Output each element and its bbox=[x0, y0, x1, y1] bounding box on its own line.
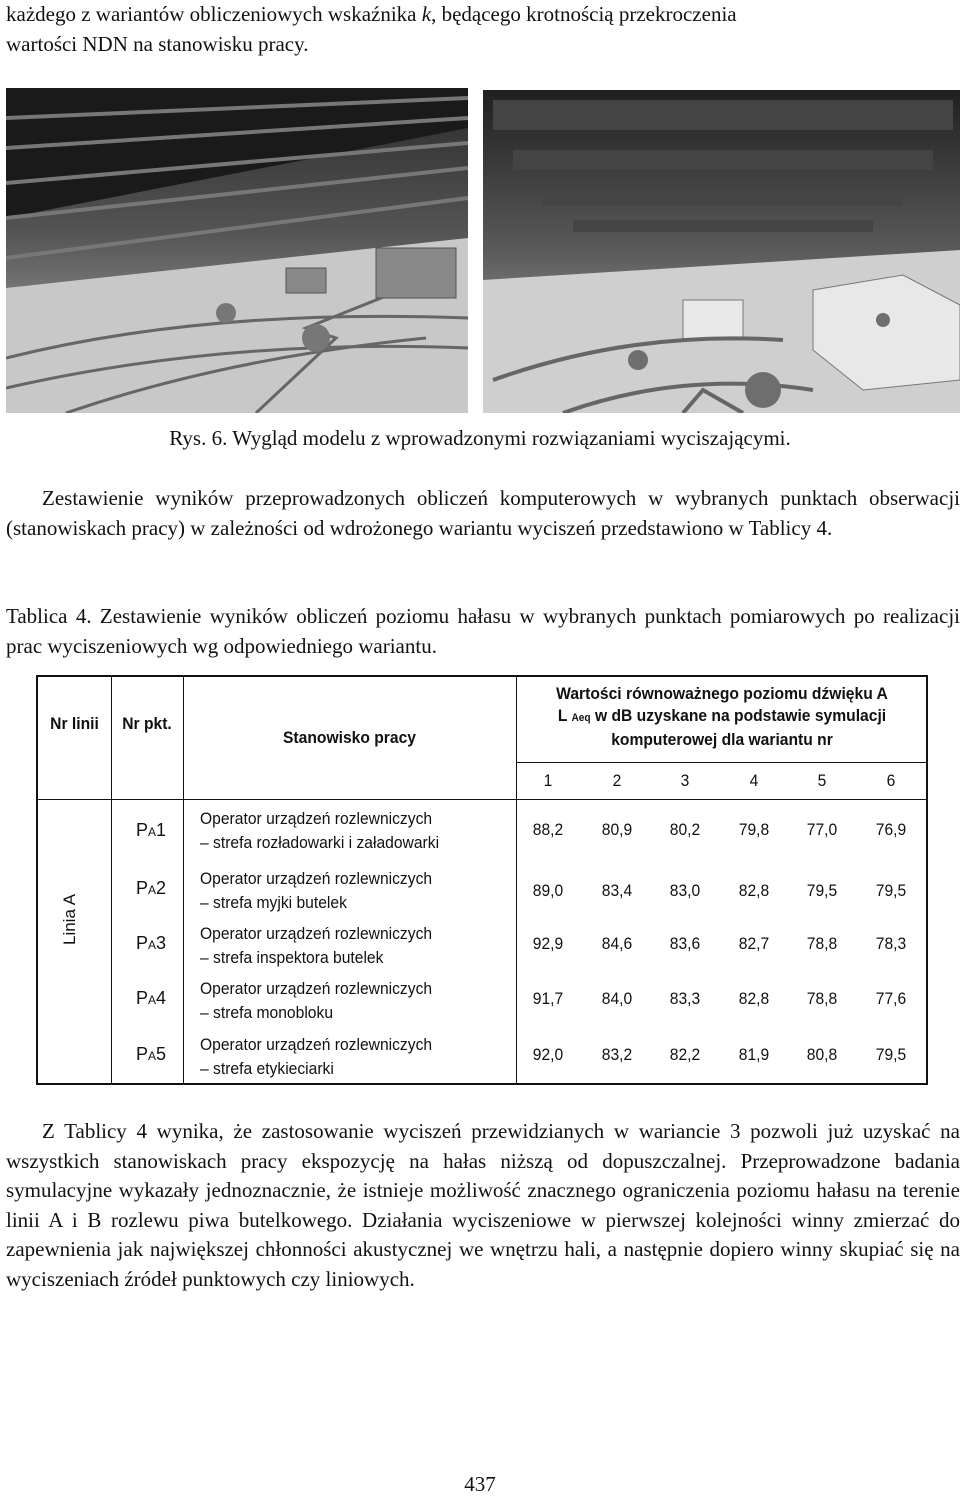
value-cell: 82,7 bbox=[738, 934, 770, 953]
results-table bbox=[36, 675, 928, 1085]
value-cell: 83,3 bbox=[669, 989, 701, 1008]
table-caption: Tablica 4. Zestawienie wyników obliczeń poziomu hałasu w wybranych punktach pomiarowych po realizacji prac wyciszeniowych wg odpowiedniego wariantu. bbox=[6, 604, 960, 658]
point-id: PA2 bbox=[136, 878, 167, 898]
value-cell: 88,2 bbox=[532, 820, 564, 839]
header-line-number: Nr linii bbox=[50, 714, 99, 733]
value-cell: 79,8 bbox=[738, 820, 770, 839]
station-line2: – strefa rozładowarki i załadowarki bbox=[200, 833, 440, 852]
station-line1: Operator urządzeń rozlewniczych bbox=[200, 979, 433, 998]
intro-text-1b: , będącego krotnością przekroczenia bbox=[431, 2, 737, 26]
value-cell: 82,8 bbox=[738, 881, 770, 900]
header-values-line1: Wartości równoważnego poziomu dźwięku A bbox=[556, 684, 888, 703]
value-cell: 81,9 bbox=[738, 1045, 770, 1064]
header-laeq-sub: Aeq bbox=[571, 712, 591, 724]
station-line1: Operator urządzeń rozlewniczych bbox=[200, 1035, 433, 1054]
value-cell: 89,0 bbox=[532, 881, 564, 900]
model-render-left bbox=[6, 88, 468, 413]
col-divider bbox=[516, 677, 517, 1083]
station-line2: – strefa etykieciarki bbox=[200, 1059, 334, 1078]
station-line2: – strefa monobloku bbox=[200, 1003, 334, 1022]
value-cell: 92,9 bbox=[532, 934, 564, 953]
station-line1: Operator urządzeń rozlewniczych bbox=[200, 869, 433, 888]
results-intro-paragraph bbox=[6, 484, 960, 543]
variant-header: 5 bbox=[817, 771, 827, 790]
station-line1: Operator urządzeń rozlewniczych bbox=[200, 924, 433, 943]
value-cell: 80,9 bbox=[601, 820, 633, 839]
header-divider bbox=[516, 762, 926, 763]
point-id: PA3 bbox=[136, 933, 167, 953]
value-cell: 83,4 bbox=[601, 881, 633, 900]
value-cell: 79,5 bbox=[875, 881, 907, 900]
model-render-right bbox=[483, 90, 960, 413]
intro-text-2: wartości NDN na stanowisku pracy. bbox=[6, 31, 309, 56]
variant-header: 6 bbox=[886, 771, 896, 790]
point-id: PA1 bbox=[136, 820, 167, 840]
value-cell: 92,0 bbox=[532, 1045, 564, 1064]
header-values-line2 bbox=[532, 705, 911, 729]
intro-k: k bbox=[421, 2, 432, 26]
page-number: 437 bbox=[464, 1472, 496, 1496]
value-cell: 82,2 bbox=[669, 1045, 701, 1064]
value-cell: 77,6 bbox=[875, 989, 907, 1008]
results-intro-text: Zestawienie wyników przeprowadzonych obliczeń komputerowych w wybranych punktach obserwacji (stanowiskach pracy) w zależności od wdrożonego wariantu wyciszeń przedstawiono w Tablicy 4. bbox=[6, 486, 960, 540]
variant-header: 3 bbox=[680, 771, 690, 790]
value-cell: 80,2 bbox=[669, 820, 701, 839]
variant-header: 1 bbox=[543, 771, 553, 790]
variant-header: 4 bbox=[749, 771, 759, 790]
header-laeq-l: L bbox=[557, 706, 568, 725]
value-cell: 83,6 bbox=[669, 934, 701, 953]
header-values-line3: komputerowej dla wariantu nr bbox=[611, 730, 833, 749]
station-line2: – strefa inspektora butelek bbox=[200, 948, 384, 967]
conclusion-paragraph bbox=[6, 1117, 960, 1295]
value-cell: 78,3 bbox=[875, 934, 907, 953]
value-cell: 84,0 bbox=[601, 989, 633, 1008]
conclusion-text: Z Tablicy 4 wynika, że zastosowanie wyciszeń przewidzianych w wariancie 3 pozwoli już uzyskać na wszystkich stanowiskach pracy ekspozycję na hałas niższą od dopuszczalnej. Przeprowadzone badania symulacyjne wykazały jednoznacznie, że istnieje możliwość znacznego ograniczenia poziomu hałasu na terenie linii A i B rozlewu piwa butelkowego. Działania wyciszeniowe w pierwszej kolejności winny zmierzać do zapewnienia jak największej chłonności akustycznej we wnętrzu hali, a następnie dopiero winny skupiać się na wyciszeniach źródeł punktowych czy liniowych. bbox=[6, 1119, 960, 1291]
value-cell: 82,8 bbox=[738, 989, 770, 1008]
header-values bbox=[532, 683, 911, 751]
value-cell: 83,0 bbox=[669, 881, 701, 900]
value-cell: 79,5 bbox=[875, 1045, 907, 1064]
value-cell: 83,2 bbox=[601, 1045, 633, 1064]
figure-caption: Rys. 6. Wygląd modelu z wprowadzonymi rozwiązaniami wyciszającymi. bbox=[169, 426, 791, 450]
value-cell: 77,0 bbox=[806, 820, 838, 839]
group-label-linia-a: Linia A bbox=[60, 893, 79, 945]
value-cell: 84,6 bbox=[601, 934, 633, 953]
header-station: Stanowisko pracy bbox=[283, 728, 416, 747]
value-cell: 79,5 bbox=[806, 881, 838, 900]
value-cell: 76,9 bbox=[875, 820, 907, 839]
value-cell: 78,8 bbox=[806, 934, 838, 953]
col-divider bbox=[111, 677, 112, 1083]
intro-paragraph bbox=[6, 0, 960, 59]
station-line2: – strefa myjki butelek bbox=[200, 893, 347, 912]
header-point-number: Nr pkt. bbox=[122, 714, 172, 733]
variant-header: 2 bbox=[612, 771, 622, 790]
point-id: PA4 bbox=[136, 988, 167, 1008]
intro-text-1: każdego z wariantów obliczeniowych wskaźnika bbox=[6, 2, 417, 26]
value-cell: 78,8 bbox=[806, 989, 838, 1008]
value-cell: 91,7 bbox=[532, 989, 564, 1008]
point-id: PA5 bbox=[136, 1044, 167, 1064]
header-bottom-line bbox=[38, 799, 926, 800]
figure-renders bbox=[6, 88, 960, 413]
station-line1: Operator urządzeń rozlewniczych bbox=[200, 809, 433, 828]
value-cell: 80,8 bbox=[806, 1045, 838, 1064]
col-divider bbox=[183, 677, 184, 1083]
header-values-line2b: w dB uzyskane na podstawie symulacji bbox=[590, 706, 887, 725]
